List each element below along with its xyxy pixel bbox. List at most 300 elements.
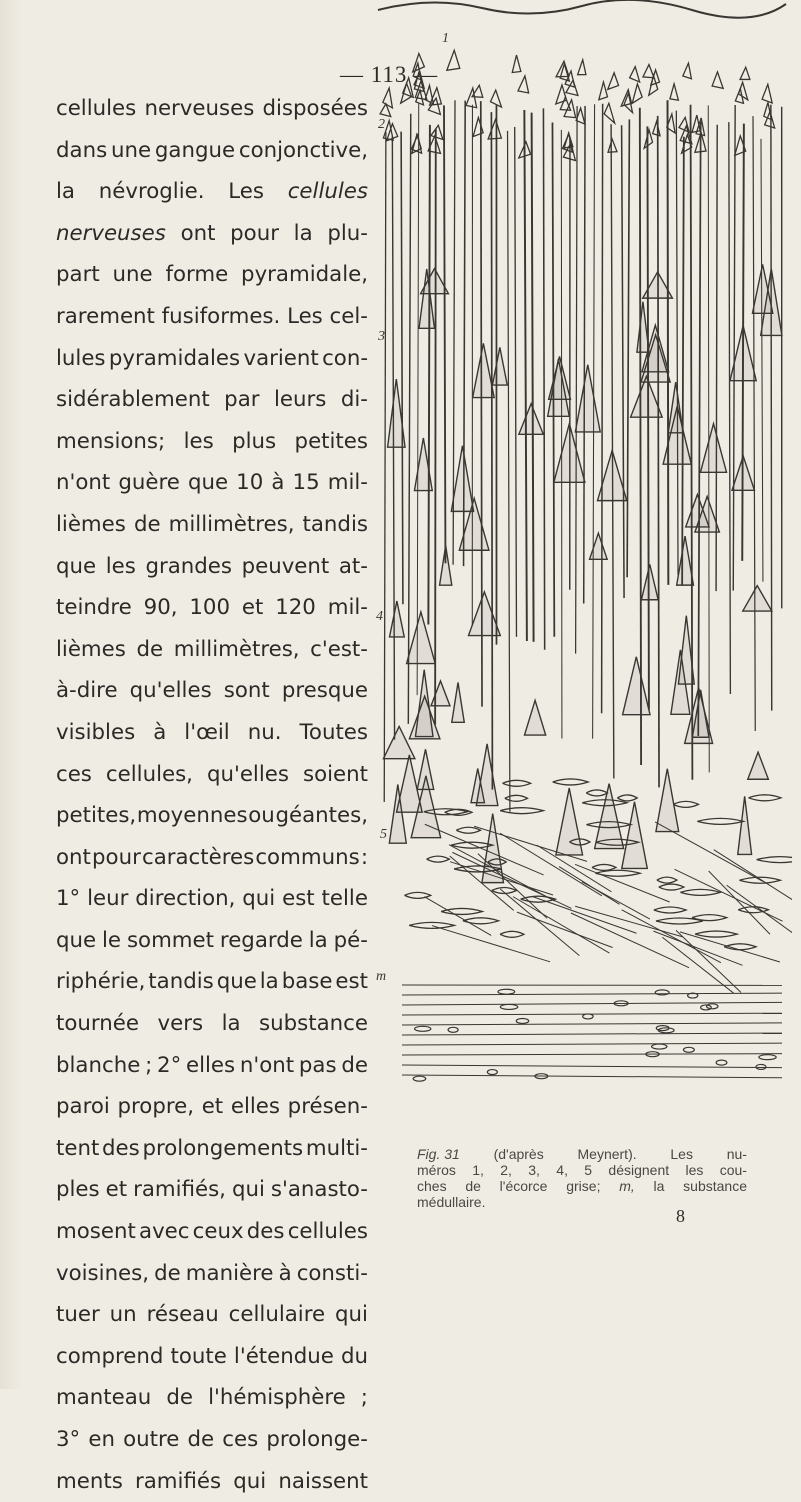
word: consti- — [297, 1253, 368, 1295]
caption-line — [417, 1162, 747, 1178]
dendrite-fiber — [622, 125, 624, 598]
spindle-cell — [409, 922, 454, 928]
word: ceux — [193, 1211, 244, 1253]
word: la — [56, 171, 75, 213]
spindle-cell — [748, 795, 781, 801]
word: telle — [322, 878, 368, 920]
small-cell — [566, 80, 578, 95]
word: pour — [92, 837, 141, 879]
spindle-cell — [592, 864, 616, 870]
word: et — [202, 1086, 223, 1128]
dendrite-fiber — [384, 132, 386, 802]
word: substance — [259, 1003, 368, 1045]
layer-label: 2 — [378, 117, 385, 132]
pyramidal-cell — [590, 533, 608, 559]
small-cell — [488, 119, 501, 139]
word: plus — [232, 421, 276, 463]
dendrite-fiber — [515, 127, 517, 637]
text-line — [56, 254, 368, 296]
layer-label: 3 — [377, 329, 385, 344]
small-cell — [447, 50, 460, 70]
nucleus-oval — [707, 1004, 718, 1009]
text-line — [56, 1086, 368, 1128]
oblique-fiber — [662, 937, 733, 993]
word: grandes — [145, 546, 232, 588]
word: la — [222, 1003, 241, 1045]
word: caractères — [142, 837, 254, 879]
layer-label: 5 — [380, 827, 387, 842]
spindle-cell — [463, 918, 499, 924]
pyramidal-cell — [700, 424, 726, 473]
word: que — [217, 961, 257, 1003]
oblique-fiber — [500, 833, 602, 896]
caption-word: Fig. 31 — [417, 1146, 460, 1162]
word: la — [309, 920, 328, 962]
word: di- — [341, 379, 368, 421]
word: sont — [224, 670, 270, 712]
dendrite-fiber — [543, 108, 544, 649]
word: varient — [243, 338, 318, 380]
pyramidal-cell — [519, 404, 543, 435]
small-cell — [608, 73, 619, 90]
text-line — [56, 462, 368, 504]
pyramidal-cell — [468, 592, 500, 636]
word: l'étendue — [234, 1336, 334, 1378]
word: regarde — [220, 920, 303, 962]
dendrite-fiber — [602, 104, 603, 713]
text-line — [56, 1294, 368, 1336]
word: que — [56, 920, 96, 962]
word: blanche — [56, 1045, 140, 1087]
text-line — [56, 1211, 368, 1253]
text-line — [56, 1169, 368, 1211]
small-cell — [670, 84, 678, 100]
caption-word: de — [465, 1178, 481, 1194]
spindle-cell — [673, 801, 698, 807]
small-cell — [740, 67, 750, 79]
word: des — [247, 1211, 285, 1253]
word: 120 — [275, 587, 316, 629]
word: ont — [56, 837, 91, 879]
medullary-fiber — [402, 1033, 782, 1035]
signature-mark: 8 — [676, 1206, 685, 1227]
word: cellules — [288, 1211, 368, 1253]
spindle-cell — [553, 779, 588, 785]
caption-word: nu- — [727, 1146, 747, 1162]
spindle-cell — [659, 884, 684, 890]
text-line — [56, 920, 368, 962]
text-line — [56, 878, 368, 920]
word: à — [153, 712, 166, 754]
word: paroi — [56, 1086, 110, 1128]
spindle-cell — [505, 795, 528, 801]
word: : — [361, 837, 368, 879]
word: ments — [56, 1461, 123, 1502]
text-line — [56, 1253, 368, 1295]
word: qui — [335, 1294, 368, 1336]
text-line — [56, 712, 368, 754]
word: cellules — [288, 171, 368, 213]
word: manière — [186, 1253, 274, 1295]
nucleus-oval — [716, 1060, 727, 1065]
text-line — [56, 670, 368, 712]
dendrite-fiber — [761, 139, 763, 582]
medullary-fiber — [402, 1075, 782, 1078]
pyramidal-cell — [743, 586, 772, 611]
word: présen- — [288, 1086, 368, 1128]
word: soient — [303, 754, 368, 796]
spindle-cell — [656, 918, 703, 924]
word: le — [102, 920, 121, 962]
caption-word: médullaire. — [417, 1194, 485, 1210]
small-cell — [765, 111, 775, 128]
page-edge-shadow — [0, 0, 22, 1389]
word: qu'elles — [207, 754, 289, 796]
caption-word: Les — [670, 1146, 693, 1162]
dendrite-fiber — [408, 114, 410, 724]
word: les — [184, 421, 214, 463]
word: riphérie, — [56, 961, 145, 1003]
pyramidal-cell — [451, 446, 473, 512]
word: pyramidale, — [241, 254, 368, 296]
word: à — [279, 1253, 292, 1295]
oblique-fiber — [517, 912, 613, 947]
spindle-cell — [427, 856, 450, 862]
word: 1° — [56, 878, 80, 920]
word: presque — [282, 670, 368, 712]
text-line — [56, 837, 368, 879]
caption-line — [417, 1146, 747, 1162]
word: une — [111, 130, 151, 172]
word: névroglie. — [99, 171, 205, 213]
dendrite-fiber — [753, 116, 755, 731]
word: lièmes — [56, 629, 126, 671]
word: est — [335, 961, 368, 1003]
text-line — [56, 795, 368, 837]
text-line — [56, 546, 368, 588]
dendrite-fiber — [676, 111, 678, 575]
nucleus-oval — [583, 1014, 594, 1019]
word: con- — [322, 338, 368, 380]
medullary-fiber — [402, 1054, 782, 1055]
pyramidal-cell — [641, 564, 658, 599]
spindle-cell — [586, 790, 607, 796]
text-line — [56, 1377, 368, 1419]
text-line — [56, 629, 368, 671]
layer-label: m — [376, 969, 386, 984]
word: tandis — [303, 504, 368, 546]
caption-word: 2, — [500, 1162, 512, 1178]
word: la — [294, 213, 313, 255]
layer-label: 1 — [442, 31, 449, 46]
word: Toutes — [300, 712, 368, 754]
text-line — [56, 213, 368, 255]
text-line — [56, 961, 368, 1003]
word: n'ont — [56, 462, 110, 504]
word: ces — [56, 754, 92, 796]
word: sommet — [127, 920, 214, 962]
dendrite-fiber — [729, 122, 731, 694]
small-cell — [431, 125, 443, 139]
word: peuvent — [242, 546, 330, 588]
spindle-cell — [500, 808, 543, 814]
text-line — [56, 296, 368, 338]
spindle-cell — [695, 931, 737, 937]
oblique-fiber — [452, 852, 571, 908]
word: sidérablement — [56, 379, 210, 421]
small-cell — [512, 55, 521, 72]
figure-caption — [417, 1146, 747, 1210]
pyramidal-cell — [383, 726, 414, 758]
small-cell — [643, 65, 654, 78]
dendrite-fiber — [444, 105, 445, 563]
spindle-cell — [451, 842, 493, 848]
word: lièmes — [56, 504, 126, 546]
oblique-fiber — [432, 926, 550, 962]
word: ou — [248, 795, 275, 837]
word: 3° — [56, 1419, 80, 1461]
word: ces — [222, 1419, 258, 1461]
small-cell — [383, 88, 393, 108]
dendrite-fiber — [401, 132, 403, 605]
small-cell — [630, 67, 640, 82]
word: pyramidales — [109, 338, 240, 380]
word: la — [260, 961, 279, 1003]
word: les — [106, 546, 136, 588]
word: ; — [361, 1377, 368, 1419]
spindle-cell — [456, 827, 480, 833]
word: millimètres, — [174, 629, 300, 671]
text-line — [56, 1003, 368, 1045]
dendrite-fiber — [647, 126, 649, 709]
word: base — [282, 961, 333, 1003]
word: que — [56, 546, 96, 588]
word: c'est- — [310, 629, 368, 671]
word: pé- — [334, 920, 368, 962]
nucleus-oval — [756, 1064, 766, 1069]
pyramidal-cell — [407, 612, 436, 664]
word: rarement — [56, 296, 155, 338]
word: direction, — [135, 878, 235, 920]
medullary-fiber — [402, 993, 782, 995]
word: l'œil — [184, 712, 229, 754]
small-cell — [653, 121, 660, 136]
spindle-cell — [697, 818, 743, 824]
text-line — [56, 1128, 368, 1170]
dendrite-fiber — [733, 105, 735, 591]
nucleus-oval — [500, 1004, 517, 1009]
word: et — [106, 1169, 127, 1211]
word: mosent — [56, 1211, 136, 1253]
text-line — [56, 754, 368, 796]
pyramidal-cell — [492, 347, 507, 385]
word: cellules, — [106, 754, 193, 796]
word: 15 — [293, 462, 320, 504]
word: à — [271, 462, 284, 504]
caption-word: 1, — [472, 1162, 484, 1178]
nucleus-oval — [415, 1026, 431, 1031]
small-cell — [599, 82, 608, 100]
word: lules — [56, 338, 106, 380]
oblique-fiber — [478, 854, 547, 919]
dendrite-fiber — [417, 104, 419, 695]
pyramidal-cell — [623, 657, 650, 715]
dendrite-fiber — [668, 100, 669, 585]
text-line — [56, 88, 368, 130]
body-text — [56, 88, 368, 1502]
small-cell — [578, 60, 586, 75]
word: at- — [339, 546, 368, 588]
word: de — [134, 504, 161, 546]
small-cell — [425, 85, 433, 104]
text-line — [56, 504, 368, 546]
word: 100 — [189, 587, 230, 629]
word: pas — [299, 1045, 337, 1087]
word: mil- — [328, 587, 368, 629]
dendrite-fiber — [435, 129, 436, 725]
pyramidal-cell — [431, 681, 450, 706]
word: teindre — [56, 587, 132, 629]
dendrite-fiber — [698, 121, 700, 736]
nucleus-oval — [448, 1027, 458, 1032]
word: n'ont — [240, 1045, 294, 1087]
word: qu'elles — [130, 670, 212, 712]
dendrite-fiber — [658, 116, 659, 787]
dendrite-fiber — [532, 113, 534, 642]
caption-word: désignent — [608, 1162, 669, 1178]
small-cell — [683, 63, 692, 79]
pyramidal-cell — [668, 382, 683, 433]
pyramidal-cell — [390, 601, 405, 637]
word: gangue — [155, 130, 235, 172]
word: qui — [232, 1169, 265, 1211]
word: Les — [287, 296, 323, 338]
pyramidal-cell — [748, 752, 769, 779]
word: petites — [295, 421, 368, 463]
word: comprend — [56, 1336, 163, 1378]
word: avec — [139, 1211, 189, 1253]
word: s'anasto- — [271, 1169, 368, 1211]
dendrite-fiber — [771, 105, 772, 711]
text-line — [56, 1461, 368, 1502]
word: communs — [255, 837, 359, 879]
text-line — [56, 587, 368, 629]
word: moyennes — [137, 795, 248, 837]
word: réseau — [147, 1294, 219, 1336]
word: fusiformes. — [162, 296, 281, 338]
caption-word: méros — [417, 1162, 456, 1178]
word: qui — [233, 1461, 266, 1502]
word: multi- — [306, 1128, 368, 1170]
word: millimètres, — [169, 504, 295, 546]
spindle-cell — [500, 931, 524, 937]
word: ramifiés — [135, 1461, 221, 1502]
small-cell — [608, 139, 617, 152]
word: et — [242, 587, 263, 629]
word: nerveuses — [144, 88, 254, 130]
word: leur — [87, 878, 128, 920]
spindle-cell — [757, 857, 792, 863]
small-cell — [712, 72, 723, 89]
nucleus-oval — [683, 1047, 694, 1052]
caption-word: m, — [619, 1178, 635, 1194]
small-cell — [560, 97, 570, 110]
pyramidal-cell — [524, 700, 545, 735]
word: cellules — [56, 88, 136, 130]
caption-word: 5 — [584, 1162, 592, 1178]
small-cell — [428, 98, 440, 114]
oblique-fiber — [575, 906, 683, 937]
dendrite-fiber — [491, 112, 492, 789]
spindle-cell — [680, 889, 720, 895]
pyramidal-cell — [575, 365, 600, 432]
small-cell — [518, 76, 529, 93]
dendrite-fiber — [428, 125, 430, 625]
word: 2° — [157, 1045, 181, 1087]
dendrite-fiber — [627, 119, 629, 577]
small-cell — [632, 84, 642, 103]
word: qui — [242, 878, 275, 920]
spindle-cell — [521, 896, 556, 902]
caption-word: (d'après — [494, 1146, 544, 1162]
word: en — [88, 1419, 115, 1461]
text-line — [56, 421, 368, 463]
small-cell — [604, 103, 615, 123]
word: 90, — [144, 587, 178, 629]
word: de — [341, 1045, 368, 1087]
surface-line — [378, 0, 786, 18]
caption-word: 3, — [528, 1162, 540, 1178]
caption-word: substance — [683, 1178, 747, 1194]
word: de — [154, 1253, 181, 1295]
word: que — [188, 462, 228, 504]
word: nu. — [248, 712, 282, 754]
word: Les — [228, 171, 264, 213]
word: propre, — [118, 1086, 195, 1128]
word: l'hémisphère — [208, 1377, 346, 1419]
pyramidal-cell — [440, 546, 452, 586]
word: tandis — [148, 961, 213, 1003]
word: forme — [165, 254, 228, 296]
dendrite-fiber — [508, 131, 510, 812]
oblique-fiber — [559, 867, 619, 905]
spindle-cell — [617, 795, 637, 801]
word: ; — [145, 1045, 152, 1087]
word: manteau — [56, 1377, 151, 1419]
nucleus-oval — [413, 1076, 426, 1081]
word: elles — [231, 1086, 280, 1128]
word: vers — [157, 1003, 203, 1045]
figure-cortex-illustration — [372, 0, 792, 1120]
word: tournée — [56, 1003, 139, 1045]
text-line — [56, 171, 368, 213]
word: cel- — [330, 296, 368, 338]
pyramidal-cell — [732, 456, 754, 490]
word: outre — [123, 1419, 179, 1461]
word: naissent — [278, 1461, 368, 1502]
word: des — [102, 1128, 140, 1170]
word: 10 — [236, 462, 263, 504]
word: mil- — [328, 462, 368, 504]
word: tent — [56, 1128, 99, 1170]
page-number: — 113 — — [340, 62, 438, 88]
word: est — [282, 878, 315, 920]
word: guère — [118, 462, 180, 504]
word: toute — [171, 1336, 227, 1378]
caption-word: 4, — [556, 1162, 568, 1178]
word: petites, — [56, 795, 136, 837]
word: un — [110, 1294, 137, 1336]
